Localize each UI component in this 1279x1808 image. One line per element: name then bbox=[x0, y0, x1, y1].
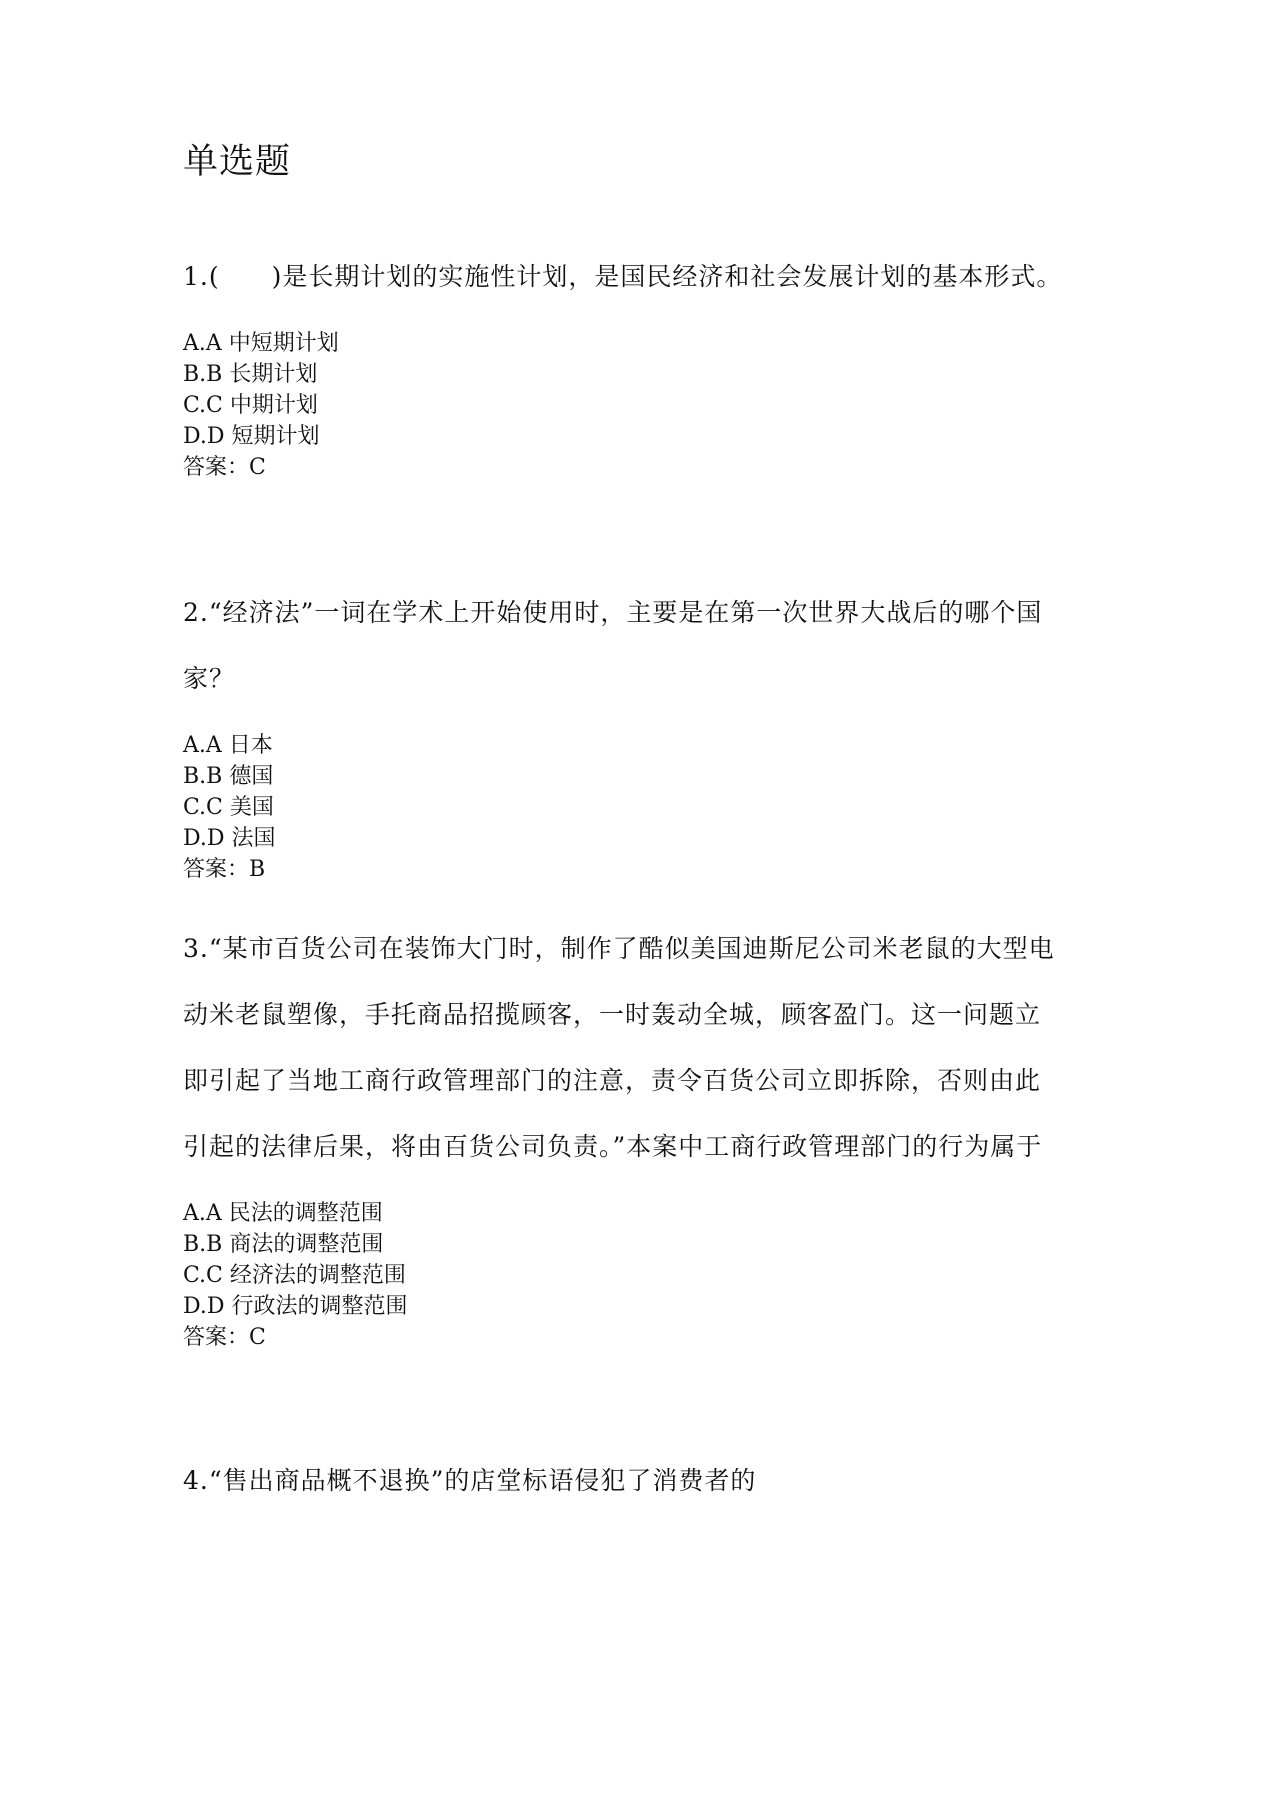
answer: 答案：C bbox=[183, 1325, 266, 1350]
option-d: D.D 行政法的调整范围 bbox=[183, 1294, 408, 1319]
question-text: 2.“经济法”一词在学术上开始使用时，主要是在第一次世界大战后的哪个国家？ bbox=[183, 598, 1043, 693]
option-b: B.B 商法的调整范围 bbox=[183, 1232, 384, 1257]
option-list bbox=[183, 328, 1063, 452]
question-2 bbox=[183, 580, 1063, 885]
option-list bbox=[183, 1198, 1063, 1322]
option-c: C.C 中期计划 bbox=[183, 393, 318, 418]
option-d: D.D 短期计划 bbox=[183, 424, 320, 449]
option-d: D.D 法国 bbox=[183, 826, 276, 851]
option-c: C.C 美国 bbox=[183, 795, 274, 820]
option-b: B.B 德国 bbox=[183, 764, 274, 789]
question-3 bbox=[183, 916, 1063, 1353]
question-text: 1.( )是长期计划的实施性计划，是国民经济和社会发展计划的基本形式。 bbox=[183, 262, 1063, 291]
answer: 答案：B bbox=[183, 857, 266, 882]
question-1 bbox=[183, 244, 1063, 483]
option-a: A.A 日本 bbox=[183, 733, 273, 758]
question-text: 3.“某市百货公司在装饰大门时，制作了酷似美国迪斯尼公司米老鼠的大型电动米老鼠塑像，手托商品招揽顾客，一时轰动全城，顾客盈门。这一问题立即引起了当地工商行政管理部门的注意，责令百货公司立即拆除，否则由此引起的法律后果，将由百货公司负责。”本案中工商行政管理部门的行为属于 bbox=[183, 934, 1055, 1161]
section-title: 单选题 bbox=[183, 142, 292, 182]
question-4 bbox=[183, 1448, 1063, 1514]
option-a: A.A 中短期计划 bbox=[183, 331, 339, 356]
option-a: A.A 民法的调整范围 bbox=[183, 1201, 383, 1226]
option-c: C.C 经济法的调整范围 bbox=[183, 1263, 406, 1288]
option-b: B.B 长期计划 bbox=[183, 362, 318, 387]
option-list bbox=[183, 730, 1063, 854]
question-text: 4.“售出商品概不退换”的店堂标语侵犯了消费者的 bbox=[183, 1466, 757, 1495]
answer: 答案：C bbox=[183, 455, 266, 480]
